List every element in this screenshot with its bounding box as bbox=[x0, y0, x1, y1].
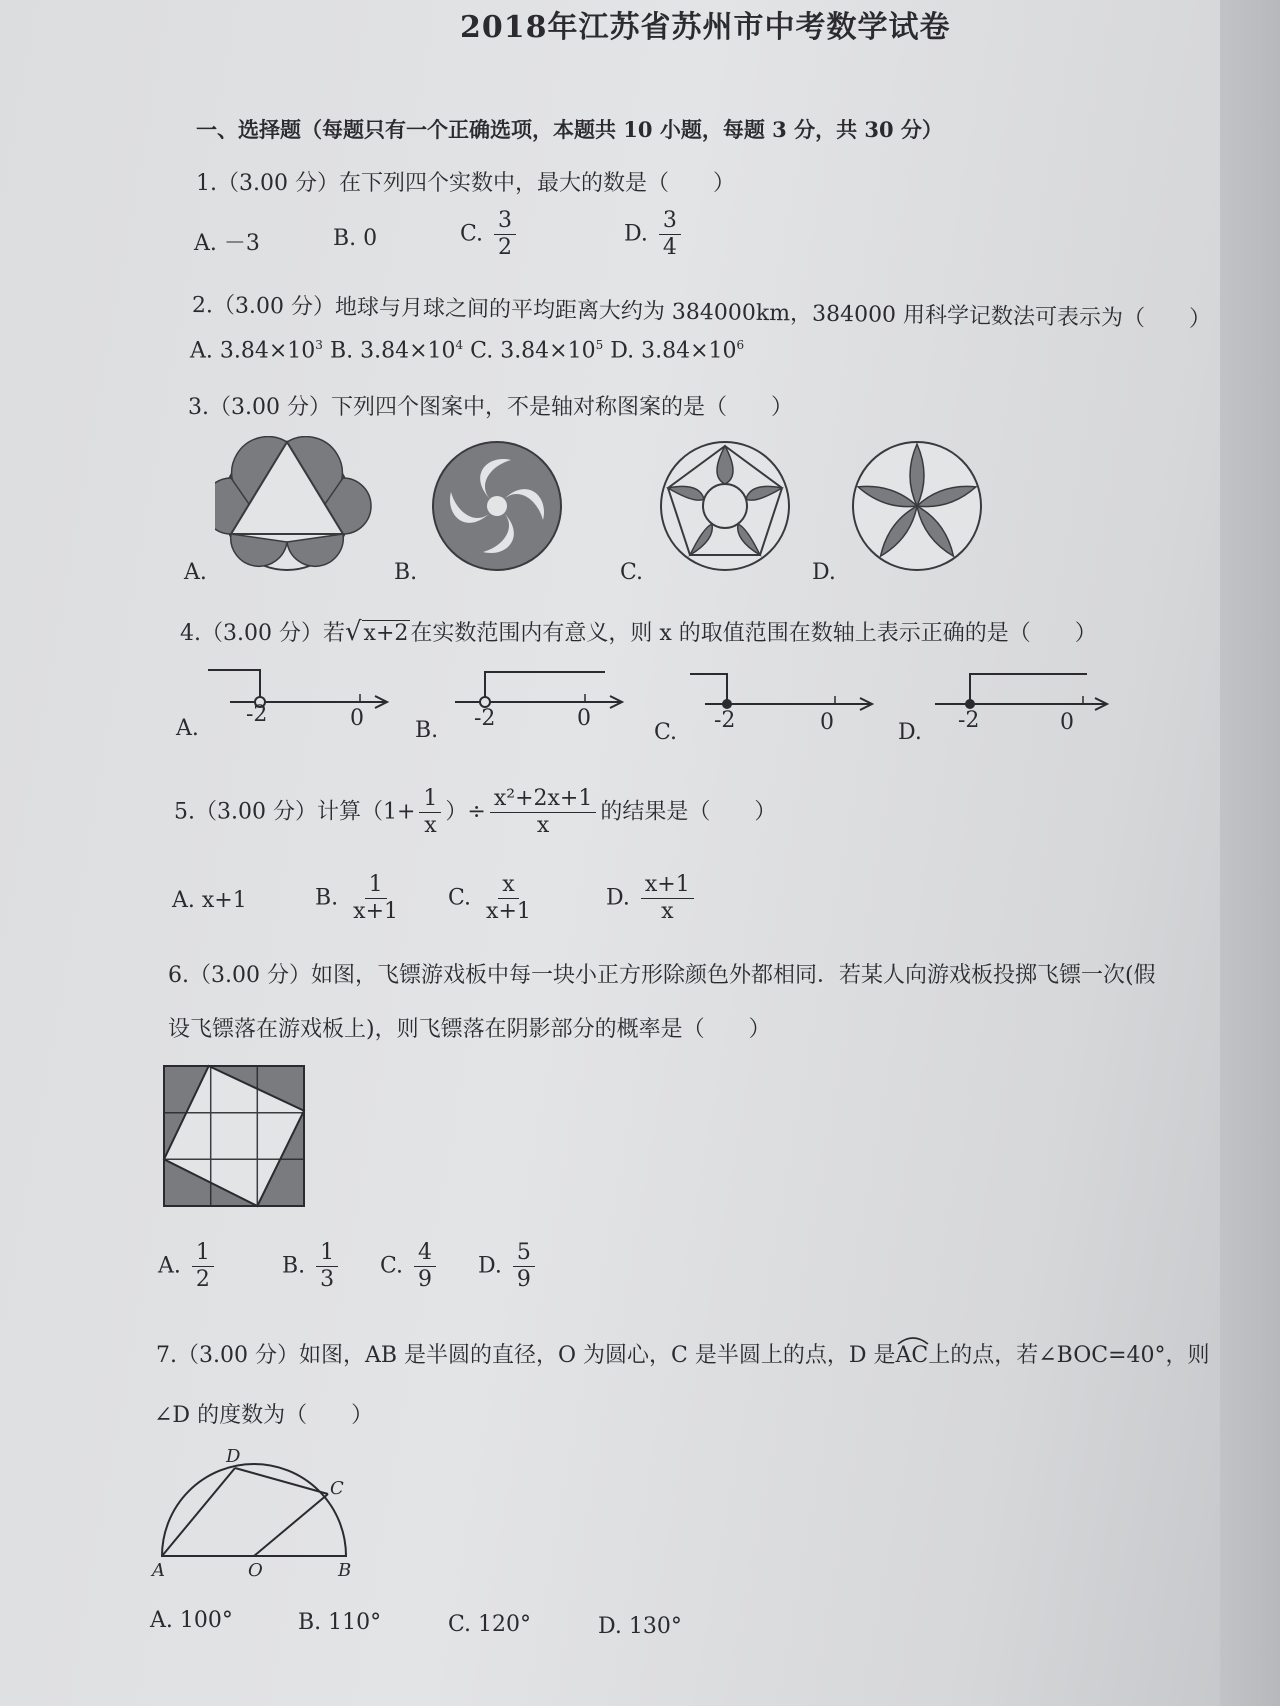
q2-option-d-exponent: 6 bbox=[736, 338, 745, 352]
page-title: 2018年江苏省苏州市中考数学试卷 bbox=[460, 10, 951, 45]
section-heading: 一、选择题（每题只有一个正确选项，本题共 10 小题，每题 3 分，共 30 分） bbox=[196, 117, 943, 142]
q7-stem-line2: ∠D 的度数为（ ） bbox=[154, 1403, 374, 1428]
arc-mark-icon bbox=[896, 1335, 930, 1345]
q4-label-c: C. bbox=[654, 720, 678, 745]
q3-label-d: D. bbox=[812, 560, 836, 585]
q4-line-b bbox=[455, 672, 622, 708]
fraction-denominator: 2 bbox=[498, 235, 513, 260]
q7-stem-line1 bbox=[156, 1338, 1210, 1369]
q1-option-c-fraction bbox=[494, 208, 516, 261]
q6-option-d bbox=[478, 1240, 539, 1293]
q7-arc-notation bbox=[896, 1343, 929, 1368]
q6-option-d-fraction bbox=[513, 1240, 535, 1293]
q4-line-c bbox=[690, 674, 872, 710]
q6-option-b bbox=[282, 1240, 342, 1293]
q3-figure-c bbox=[661, 442, 789, 570]
q5-stem-pre: 5.（3.00 分）计算（1+ bbox=[174, 799, 416, 825]
q7-stem-post: 上的点，若∠BOC=40°，则 bbox=[928, 1343, 1210, 1368]
q7-option-c: C. 120° bbox=[448, 1612, 532, 1637]
fraction-denominator: 9 bbox=[418, 1267, 433, 1292]
q5-option-c-label: C. bbox=[448, 885, 472, 911]
q4-stem bbox=[180, 616, 1097, 647]
fraction-numerator: 3 bbox=[659, 208, 681, 235]
q2-option-b: B. 3.84×10 bbox=[329, 338, 456, 364]
fraction-numerator: 1 bbox=[419, 786, 441, 813]
q6-dartboard-figure bbox=[162, 1064, 308, 1210]
fraction-denominator: x bbox=[536, 813, 550, 838]
q4-stem-pre: 4.（3.00 分）若 bbox=[180, 621, 345, 646]
q4-tick-a-neg: -2 bbox=[246, 702, 268, 727]
q6-stem-line2: 设飞镖落在游戏板上)，则飞镖落在阴影部分的概率是（ ） bbox=[168, 1017, 771, 1042]
q2-option-c-exponent: 5 bbox=[595, 338, 604, 352]
q3-label-a: A. bbox=[184, 560, 207, 585]
fraction-denominator: x+1 bbox=[353, 899, 399, 924]
q2-option-a-exponent: 3 bbox=[315, 338, 323, 352]
fraction-numerator: x²+2x+1 bbox=[490, 786, 597, 813]
q1-option-c bbox=[460, 208, 520, 261]
q5-option-d-label: D. bbox=[606, 885, 630, 911]
q7-point-o: O bbox=[248, 1560, 263, 1580]
q6-option-b-fraction bbox=[316, 1240, 338, 1293]
q2-options bbox=[190, 338, 744, 363]
q7-point-c: C bbox=[330, 1478, 344, 1499]
q4-tick-b-zero: 0 bbox=[577, 706, 591, 731]
q6-option-c bbox=[380, 1240, 440, 1293]
fraction-numerator: 5 bbox=[513, 1240, 535, 1267]
q2-option-d: D. 3.84×10 bbox=[610, 338, 737, 364]
fraction-denominator: 2 bbox=[195, 1267, 210, 1292]
q7-point-d: D bbox=[226, 1446, 241, 1467]
q4-tick-c-zero: 0 bbox=[820, 710, 834, 735]
fraction-denominator: x bbox=[424, 813, 437, 838]
q4-line-d bbox=[935, 674, 1107, 710]
q3-label-b: B. bbox=[394, 560, 418, 585]
q7-option-a: A. 100° bbox=[150, 1608, 233, 1633]
q4-label-a: A. bbox=[176, 716, 199, 741]
q5-stem-mid: ）÷ bbox=[445, 799, 486, 825]
q7-point-b: B bbox=[338, 1560, 352, 1580]
fraction-denominator: 3 bbox=[320, 1267, 335, 1292]
q5-option-b-label: B. bbox=[315, 885, 339, 911]
q3-stem: 3.（3.00 分）下列四个图案中，不是轴对称图案的是（ ） bbox=[188, 395, 793, 420]
sqrt-symbol-icon: √ bbox=[344, 617, 362, 647]
q5-option-c-fraction bbox=[482, 872, 535, 925]
fraction-denominator: 9 bbox=[516, 1267, 531, 1292]
fraction-numerator: 4 bbox=[414, 1240, 436, 1267]
q3-label-c: C. bbox=[620, 560, 644, 585]
q5-option-d bbox=[606, 872, 698, 925]
q6-option-a-fraction bbox=[192, 1240, 214, 1293]
q7-stem-pre: 7.（3.00 分）如图，AB 是半圆的直径，O 为圆心，C 是半圆上的点，D 是 bbox=[156, 1343, 896, 1368]
fraction-numerator: x bbox=[498, 872, 518, 899]
q1-option-b: B. 0 bbox=[333, 226, 378, 251]
q7-semicircle-figure bbox=[150, 1446, 360, 1580]
q4-stem-post: 在实数范围内有意义，则 x 的取值范围在数轴上表示正确的是（ ） bbox=[410, 621, 1097, 646]
q5-fraction-1 bbox=[419, 786, 441, 839]
q6-stem-line1: 6.（3.00 分）如图，飞镖游戏板中每一块小正方形除颜色外都相同．若某人向游戏板投掷飞镖一次(假 bbox=[168, 963, 1156, 988]
q5-fraction-2 bbox=[490, 786, 597, 839]
q6-option-b-label: B. bbox=[282, 1253, 306, 1279]
q6-option-d-label: D. bbox=[478, 1253, 502, 1279]
q6-option-a-label: A. bbox=[158, 1253, 181, 1279]
q1-option-d-label: D. bbox=[624, 221, 648, 247]
fraction-denominator: x bbox=[661, 899, 674, 924]
q7-option-d: D. 130° bbox=[598, 1614, 682, 1639]
q1-option-c-label: C. bbox=[460, 221, 484, 247]
q2-option-b-exponent: 4 bbox=[455, 338, 464, 352]
page-edge-shadow bbox=[1220, 0, 1280, 1706]
fraction-numerator: x+1 bbox=[641, 872, 694, 899]
q7-arc-text: AC bbox=[895, 1343, 929, 1368]
fraction-numerator: 3 bbox=[494, 208, 516, 235]
fraction-denominator: x+1 bbox=[486, 899, 531, 924]
q4-line-a bbox=[208, 670, 387, 708]
q4-tick-d-neg: -2 bbox=[958, 708, 980, 733]
q2-stem: 2.（3.00 分）地球与月球之间的平均距离大约为 384000km，384000 用科学记数法可表示为（ ） bbox=[191, 293, 1212, 333]
q1-option-d-fraction bbox=[659, 208, 681, 261]
q4-tick-d-zero: 0 bbox=[1060, 710, 1074, 735]
q6-option-a bbox=[158, 1240, 218, 1293]
q5-option-b-fraction bbox=[349, 872, 402, 925]
fraction-numerator: 1 bbox=[192, 1240, 214, 1267]
q6-option-c-label: C. bbox=[380, 1253, 404, 1279]
q1-option-a: A. －3 bbox=[194, 231, 260, 256]
q4-label-d: D. bbox=[898, 720, 922, 745]
q4-tick-a-zero: 0 bbox=[350, 706, 364, 731]
q2-option-a: A. 3.84×10 bbox=[190, 338, 316, 364]
q5-option-c bbox=[448, 872, 539, 925]
q4-radicand: x+2 bbox=[363, 621, 409, 646]
q3-figures bbox=[215, 436, 985, 576]
q2-option-c: C. 3.84×10 bbox=[470, 338, 596, 364]
q4-tick-b-neg: -2 bbox=[474, 706, 496, 731]
q3-figure-d bbox=[853, 442, 981, 570]
fraction-numerator: 1 bbox=[316, 1240, 338, 1267]
q5-stem-post: 的结果是（ ） bbox=[600, 799, 777, 825]
q4-label-b: B. bbox=[415, 718, 439, 743]
q4-tick-c-neg: -2 bbox=[714, 708, 736, 733]
q1-option-d bbox=[624, 208, 685, 261]
q7-option-b: B. 110° bbox=[298, 1610, 382, 1635]
q1-stem: 1.（3.00 分）在下列四个实数中，最大的数是（ ） bbox=[196, 171, 735, 196]
q7-point-a: A bbox=[152, 1560, 165, 1580]
q5-option-b bbox=[315, 872, 406, 925]
q5-option-a: A. x+1 bbox=[172, 888, 247, 913]
fraction-denominator: 4 bbox=[662, 235, 677, 260]
q3-figure-b bbox=[433, 442, 561, 570]
q5-option-d-fraction bbox=[641, 872, 694, 925]
q6-option-c-fraction bbox=[414, 1240, 436, 1293]
q5-stem bbox=[174, 786, 776, 839]
fraction-numerator: 1 bbox=[365, 872, 387, 899]
q3-figure-a bbox=[215, 437, 371, 570]
